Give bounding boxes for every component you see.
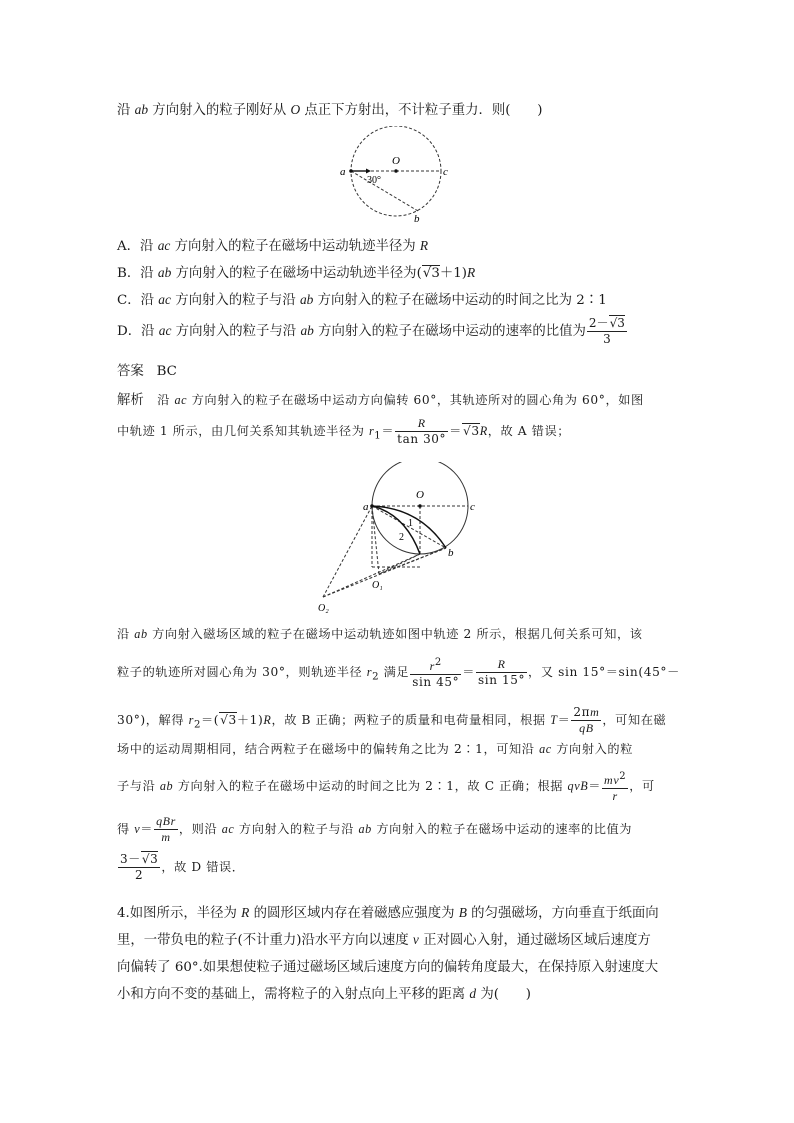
fig2-label-O2: O₂: [318, 603, 329, 614]
fig2-label-track2: 2: [399, 532, 404, 543]
fig2-label-track1: 1: [408, 518, 413, 529]
analysis-line-6: 场中的运动周期相同，结合两粒子在磁场中的偏转角之比为 2∶1，可知沿 ac 方向射入的粒: [117, 742, 633, 756]
analysis-line-5: 30°)，解得 $r_2=(√3+1)R$，故 B 正确；两粒子的质量和电荷量相同，根据 T＝ $\frac{2\pi m}{qB}$ ，可知在磁: [117, 705, 667, 735]
option-B[interactable]: B．沿 ab 方向射入的粒子在磁场中运动轨迹半径为(√3＋1)R: [117, 265, 476, 281]
answer-label: 答案: [117, 364, 144, 379]
question-intro: 沿 ab 方向射入的粒子刚好从 O 点正下方射出，不计粒子重力．则( ): [117, 102, 543, 118]
option-D[interactable]: D．沿 ac 方向射入的粒子与沿 ab 方向射入的粒子在磁场中运动的速率的比值为 $\frac{2-√3}{3}$: [117, 316, 625, 346]
q4-line-2: 里，一带负电的粒子(不计重力)沿水平方向以速度 v 正对圆心入射，通过磁场区域后速度方: [117, 932, 651, 948]
analysis-line-1: 解析 沿 ac 方向射入的粒子在磁场中运动方向偏转 60°，其轨迹所对的圆心角为 60°，如图: [117, 393, 644, 408]
analysis-label: 解析: [117, 393, 144, 408]
option-C[interactable]: C．沿 ac 方向射入的粒子与沿 ab 方向射入的粒子在磁场中运动的时间之比为 2∶1: [117, 292, 607, 308]
figure-circle-2: [310, 462, 490, 620]
analysis-line-9: $\frac{3-√3}{2}$ ，故 D 错误．: [120, 852, 245, 882]
answer-value: BC: [156, 364, 177, 379]
fig2-label-a: a: [363, 501, 369, 513]
q4-line-1: 4.如图所示，半径为 R 的圆形区域内存在着磁感应强度为 B 的匀强磁场，方向垂直于纸面向: [117, 905, 659, 921]
fig2-label-O1: O₁: [372, 580, 383, 591]
fig2-label-c: c: [470, 501, 475, 513]
figure-circle-1: [330, 126, 460, 224]
answer-line: [117, 360, 177, 379]
q4-line-4: 小和方向不变的基础上，需将粒子的入射点向上平移的距离 d 为( ): [117, 986, 532, 1002]
label-a: a: [340, 166, 346, 178]
label-angle: 30°: [367, 175, 381, 186]
analysis-line-8: 得 v＝ $\frac{\text{qBr}}{m}$ ，则沿 ac 方向射入的粒子与沿 ab 方向射入的粒子在磁场中运动的速率的比值为: [117, 814, 633, 844]
option-A[interactable]: A．沿 ac 方向射入的粒子在磁场中运动轨迹半径为 R: [117, 238, 429, 254]
fig2-label-b: b: [448, 547, 454, 559]
analysis-line-3: 沿 ab 方向射入磁场区域的粒子在磁场中运动轨迹如图中轨迹 2 所示，根据几何关系可知，该: [117, 627, 643, 641]
analysis-line-4: 粒子的轨迹所对圆心角为 30°，则轨迹半径 $r_2$ 满足 $\frac{r^2}{\sin 45^\circ}$ ＝ $\frac{R}{\sin 15^\circ}$ ，又 sin 15°＝sin(45°－: [117, 657, 680, 689]
analysis-line-2: 中轨迹 1 所示，由几何关系知其轨迹半径为 $r_1=$ $\frac{R}{\tan 30^\circ}$ ＝√3R，故 A 错误；: [117, 416, 571, 446]
analysis-line-7: 子与沿 ab 方向射入的粒子在磁场中运动的时间之比为 2∶1，故 C 正确；根据 qvB＝ $\frac{mv^2}{r}$ ，可: [117, 771, 655, 803]
label-O: O: [392, 155, 400, 167]
q4-line-3: 向偏转了 60°.如果想使粒子通过磁场区域后速度方向的偏转角度最大，在保持原入射速度大: [117, 960, 659, 975]
label-c: c: [443, 166, 448, 178]
label-b: b: [414, 213, 420, 224]
fig2-label-O: O: [416, 489, 424, 501]
